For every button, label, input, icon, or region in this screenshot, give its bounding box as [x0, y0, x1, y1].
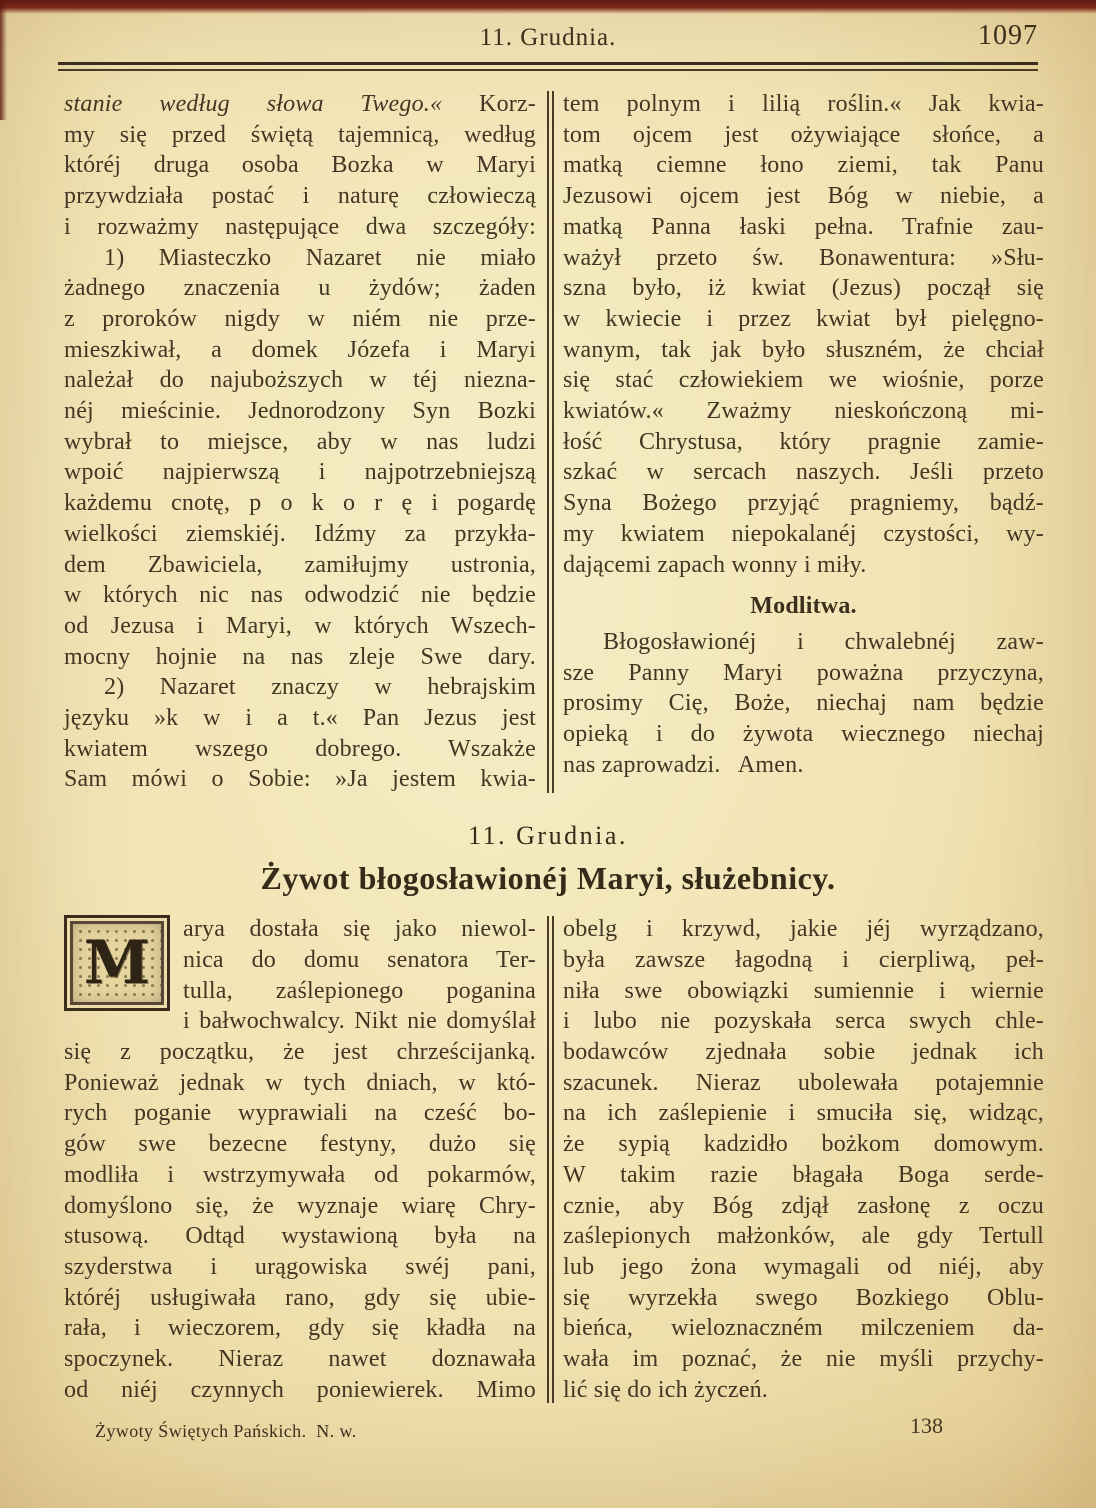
- text-line: my kwiatem niepokalanéj czystości, wy-: [563, 520, 1044, 547]
- text-line: Syna Bożego przyjąć pragniemy, bądź-: [563, 490, 1044, 517]
- meditation-right-column: [563, 89, 1044, 795]
- text-line: od niéj czynnych poniewierek. Mimo: [64, 1376, 536, 1403]
- text-line: z proroków nigdy w niém nie prze-: [64, 305, 536, 332]
- text-line: Błogosławionéj i chwalebnéj zaw-: [603, 628, 1044, 655]
- text-line: cznie, aby Bóg zdjął zasłonę z oczu: [563, 1192, 1044, 1219]
- text-line: [64, 89, 536, 120]
- text-line: i rozważmy następujące dwa szczegóły:: [64, 213, 536, 240]
- text-line: żadnego znaczenia u żydów; żaden: [64, 275, 536, 302]
- text-line: bodawców zjednała sobie jednak ich: [563, 1038, 1044, 1065]
- text-line: kwiatem wszego dobrego. Wszakże: [64, 735, 536, 762]
- meditation-section: [64, 89, 1044, 795]
- page-number: 1097: [978, 20, 1038, 51]
- text-line: wanym, tak jak było słuszném, że chciał: [563, 336, 1044, 363]
- text-line: tom ojcem jest ożywiające słońce, a: [563, 121, 1044, 148]
- paragraph-lines: [563, 89, 1044, 580]
- lead-rest-text: Korz-: [479, 91, 536, 117]
- meditation-left-column: [64, 89, 536, 795]
- text-line: opieką i do żywota wiecznego niechaj: [563, 721, 1044, 748]
- text-line: matką Panna łaski pełna. Trafnie zau-: [563, 213, 1044, 240]
- text-line: zaślepionych małżonków, ale gdy Tertull: [563, 1223, 1044, 1250]
- life-section: [64, 914, 1044, 1405]
- text-line: któréj usługiwała rano, gdy się ubie-: [64, 1284, 536, 1311]
- text-line: domyślono się, że wyznaje wiarę Chry-: [64, 1192, 536, 1219]
- text-line: tem polnym i lilią roślin.« Jak kwia-: [563, 91, 1044, 117]
- text-line: szkać w sercach naszych. Jeśli przeto: [563, 459, 1044, 486]
- text-line: mieszkiwał, a domek Józefa i Maryi: [64, 336, 536, 363]
- text-line: my się przed świętą tajemnicą, według: [64, 121, 536, 148]
- text-line: wpoić najpierwszą i najpotrzebniejszą: [64, 459, 536, 486]
- dropcap-letter: M: [83, 928, 151, 999]
- text-line: i lubo nie pozyskała serca swych chle-: [563, 1008, 1044, 1035]
- text-line: każdemu cnotę, p o k o r ę i pogardę: [64, 490, 536, 517]
- text-line: bieńca, wieloznaczném milczeniem da-: [563, 1315, 1044, 1342]
- page-edge-shadow-top: [0, 0, 1096, 14]
- italic-lead-text: stanie według słowa Twego.«: [64, 91, 443, 117]
- text-line: Ponieważ jednak w tych dniach, w któ-: [64, 1069, 536, 1096]
- text-line: języku »k w i a t.« Pan Jezus jest: [64, 705, 536, 732]
- text-line: przywdziała postać i naturę człowieczą: [64, 183, 536, 210]
- text-line: od Jezusa i Maryi, w których Wszech-: [64, 612, 536, 639]
- section-title: Żywot błogosławionéj Maryi, służebnicy.: [260, 860, 836, 897]
- text-line: 2) Nazaret znaczy w hebrajskim: [104, 674, 536, 701]
- text-line: w kwiecie i przez kwiat był pielęgno-: [563, 305, 1044, 332]
- text-line: tulla, zaślepionego poganina: [183, 977, 536, 1004]
- text-line: szna było, iż kwiat (Jezus) począł się: [563, 275, 1044, 302]
- text-line: spoczynek. Nieraz nawet doznawała: [64, 1346, 536, 1373]
- column-divider: [547, 916, 554, 1403]
- text-line: 1) Miasteczko Nazaret nie miało: [104, 244, 536, 271]
- prayer-heading: Modlitwa.: [750, 593, 857, 620]
- text-line: rała, i wieczorem, gdy się kładła na: [64, 1315, 536, 1342]
- text-line: dającemi zapach wonny i miły.: [563, 551, 867, 578]
- text-line: nas zaprowadzi. Amen.: [563, 751, 804, 778]
- text-line: szyderstwa i urągowiska swéj pani,: [64, 1253, 536, 1280]
- text-line: szacunek. Nieraz ubolewała potajemnie: [563, 1069, 1044, 1096]
- life-right-column: [563, 914, 1044, 1405]
- text-line: niła swe obowiązki sumiennie i wiernie: [563, 977, 1044, 1004]
- text-line: łość Chrystusa, który pragnie zamie-: [563, 428, 1044, 455]
- paragraph-lines: [64, 120, 536, 795]
- text-line: należał do najuboższych w téj niezna-: [64, 367, 536, 394]
- text-line: obelg i krzywd, jakie jéj wyrządzano,: [563, 916, 1044, 943]
- text-line: że sypią kadzidło bożkom domowym.: [563, 1131, 1044, 1158]
- text-line: gów swe bezecne festyny, dużo się: [64, 1131, 536, 1158]
- text-line: mocny hojnie na nas zleje Swe dary.: [64, 643, 536, 670]
- text-line: stusową. Odtąd wystawioną była na: [64, 1223, 536, 1250]
- footer-signature: 138: [910, 1413, 943, 1439]
- text-line: się z początku, że jest chrześcijanką.: [64, 1038, 536, 1065]
- life-left-column: [64, 914, 536, 1405]
- header-rule: [58, 62, 1038, 71]
- text-line: i bałwochwalcy. Nikt nie domyślał: [183, 1008, 536, 1035]
- text-line: była zawsze łagodną i cierpliwą, peł-: [563, 946, 1044, 973]
- section-heading-block: [0, 821, 1096, 897]
- text-line: kwiatów.« Zważmy nieskończoną mi-: [563, 398, 1044, 425]
- text-line: dem Zbawiciela, zamiłujmy ustronia,: [64, 551, 536, 578]
- text-line: lub jego żona wymagali od niéj, aby: [563, 1253, 1044, 1280]
- section-date-heading: 11. Grudnia.: [468, 821, 628, 851]
- text-line: wała im poznać, że nie myśli przychy-: [563, 1346, 1044, 1373]
- running-head-date: 11. Grudnia.: [479, 24, 617, 51]
- prayer-lines: [563, 627, 1044, 781]
- text-line: na ich zaślepienie i smuciła się, widząc,: [563, 1100, 1044, 1127]
- footer-book-title: Żywoty Świętych Pańskich. N. w.: [95, 1421, 357, 1442]
- column-divider: [547, 91, 554, 793]
- text-line: lić się do ich życzeń.: [563, 1376, 768, 1403]
- text-line: prosimy Cię, Boże, niechaj nam będzie: [563, 690, 1044, 717]
- text-line: się stać człowiekiem we wiośnie, porze: [563, 367, 1044, 394]
- text-line: się wyrzekła swego Bozkiego Oblu-: [563, 1284, 1044, 1311]
- text-line: modliła i wstrzymywała od pokarmów,: [64, 1161, 536, 1188]
- dropcap-initial: [64, 915, 170, 1011]
- text-line: Jezusowi ojcem jest Bóg w niebie, a: [563, 183, 1044, 210]
- text-line: nica do domu senatora Ter-: [183, 946, 536, 973]
- text-line: w których nic nas odwodzić nie będzie: [64, 582, 536, 609]
- page-edge-shadow-left: [0, 0, 7, 120]
- text-line: W takim razie błagała Boga serde-: [563, 1161, 1044, 1188]
- text-line: matką ciemne łono ziemi, tak Panu: [563, 152, 1044, 179]
- text-line: néj mieścinie. Jednorodzony Syn Bozki: [64, 398, 536, 425]
- page-footer: [0, 1413, 1096, 1459]
- text-line: ważył przeto św. Bonawentura: »Słu-: [563, 244, 1044, 271]
- text-line: Sam mówi o Sobie: »Ja jestem kwia-: [64, 766, 536, 793]
- text-line: rych poganie wyprawiali na cześć bo-: [64, 1100, 536, 1127]
- text-line: wybrał to miejsce, aby w nas ludzi: [64, 428, 536, 455]
- text-line: któréj druga osoba Bozka w Maryi: [64, 152, 536, 179]
- paragraph-lines: [563, 914, 1044, 1405]
- text-line: arya dostała się jako niewol-: [183, 916, 536, 943]
- text-line: wielkości ziemskiéj. Idźmy za przykła-: [64, 520, 536, 547]
- text-line: sze Panny Maryi poważna przyczyna,: [563, 659, 1044, 686]
